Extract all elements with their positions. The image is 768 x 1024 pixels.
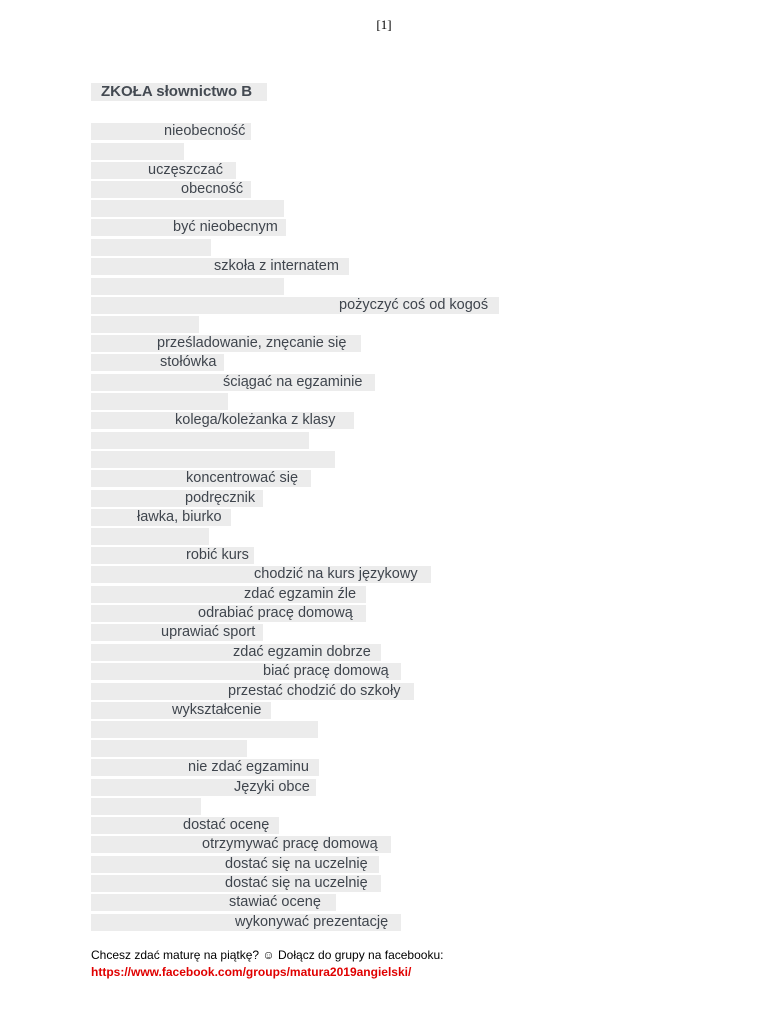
vocabulary-row	[91, 490, 263, 507]
vocabulary-row	[91, 856, 379, 873]
vocabulary-row	[91, 528, 209, 545]
row-highlight	[91, 316, 199, 333]
vocabulary-word: robić kurs	[186, 547, 249, 563]
footer-text: Chcesz zdać maturę na piątkę? ☺ Dołącz do grupy na facebooku:	[91, 948, 444, 962]
vocabulary-word: biać pracę domową	[263, 663, 389, 679]
vocabulary-word: nieobecność	[164, 123, 246, 139]
vocabulary-word: nie zdać egzaminu	[188, 759, 309, 775]
vocabulary-row	[91, 663, 401, 680]
row-highlight	[91, 528, 209, 545]
vocabulary-row	[91, 683, 414, 700]
vocabulary-word: szkoła z internatem	[214, 258, 339, 274]
vocabulary-row	[91, 875, 381, 892]
vocabulary-row	[91, 894, 336, 911]
vocabulary-row	[91, 566, 431, 583]
row-highlight	[91, 143, 184, 160]
row-highlight	[91, 721, 318, 738]
vocabulary-row	[91, 547, 254, 564]
vocabulary-word: przestać chodzić do szkoły	[228, 683, 401, 699]
vocabulary-row	[91, 624, 263, 641]
vocabulary-word: Języki obce	[234, 779, 310, 795]
vocabulary-row	[91, 335, 361, 352]
vocabulary-row	[91, 297, 499, 314]
vocabulary-word: koncentrować się	[186, 470, 299, 486]
vocabulary-word: być nieobecnym	[173, 219, 278, 235]
vocabulary-word: uczęszczać	[148, 162, 223, 178]
vocabulary-row	[91, 143, 184, 160]
vocabulary-word: pożyczyć coś od kogoś	[339, 297, 489, 313]
vocabulary-word: dostać się na uczelnię	[225, 875, 368, 891]
vocabulary-word: ściągać na egzaminie	[223, 374, 363, 390]
vocabulary-row	[91, 219, 286, 236]
vocabulary-row	[91, 836, 391, 853]
vocabulary-row	[91, 432, 309, 449]
vocabulary-row	[91, 740, 247, 757]
row-highlight	[91, 200, 284, 217]
vocabulary-word: kolega/koleżanka z klasy	[175, 412, 336, 428]
vocabulary-row	[91, 181, 251, 198]
vocabulary-row	[91, 759, 319, 776]
vocabulary-word: otrzymywać pracę domową	[202, 836, 378, 852]
vocabulary-word: dostać ocenę	[183, 817, 270, 833]
vocabulary-row	[91, 509, 231, 526]
vocabulary-row	[91, 412, 354, 429]
vocabulary-word: prześladowanie, znęcanie się	[157, 335, 347, 351]
row-highlight	[91, 798, 201, 815]
vocabulary-word: wykonywać prezentację	[235, 914, 389, 930]
vocabulary-row	[91, 817, 279, 834]
vocabulary-row	[91, 779, 316, 796]
vocabulary-row	[91, 354, 224, 371]
facebook-link[interactable]: https://www.facebook.com/groups/matura2019angielski/	[91, 965, 412, 979]
row-highlight	[91, 740, 247, 757]
vocabulary-row	[91, 702, 271, 719]
row-highlight	[91, 393, 228, 410]
vocabulary-row	[91, 451, 335, 468]
document-title: ZKOŁA słownictwo B	[101, 83, 253, 100]
vocabulary-word: podręcznik	[185, 490, 256, 506]
vocabulary-word: obecność	[181, 181, 244, 197]
vocabulary-word: odrabiać pracę domową	[198, 605, 353, 621]
page-number: [1]	[376, 17, 392, 32]
row-highlight	[91, 432, 309, 449]
vocabulary-row	[91, 162, 236, 179]
vocabulary-word: chodzić na kurs językowy	[254, 566, 418, 582]
vocabulary-word: zdać egzamin źle	[244, 586, 357, 602]
vocabulary-row	[91, 316, 199, 333]
vocabulary-row	[91, 721, 318, 738]
vocabulary-row	[91, 239, 211, 256]
vocabulary-row	[91, 200, 284, 217]
vocabulary-word: uprawiać sport	[161, 624, 256, 640]
vocabulary-word: wykształcenie	[172, 702, 262, 718]
vocabulary-word: zdać egzamin dobrze	[233, 644, 371, 660]
vocabulary-row	[91, 278, 284, 295]
vocabulary-word: stołówka	[160, 354, 217, 370]
vocabulary-word: stawiać ocenę	[229, 894, 321, 910]
vocabulary-row	[91, 644, 381, 661]
vocabulary-row	[91, 470, 311, 487]
vocabulary-row	[91, 586, 366, 603]
vocabulary-row	[91, 914, 401, 931]
footer	[91, 947, 711, 981]
vocabulary-row	[91, 374, 375, 391]
vocabulary-word: dostać się na uczelnię	[225, 856, 368, 872]
vocabulary-row	[91, 798, 201, 815]
vocabulary-row	[91, 393, 228, 410]
row-highlight	[91, 451, 335, 468]
vocabulary-row	[91, 258, 349, 275]
vocabulary-word: ławka, biurko	[137, 509, 222, 525]
vocabulary-row	[91, 605, 366, 622]
vocabulary-row	[91, 123, 251, 140]
row-highlight	[91, 239, 211, 256]
row-highlight	[91, 278, 284, 295]
